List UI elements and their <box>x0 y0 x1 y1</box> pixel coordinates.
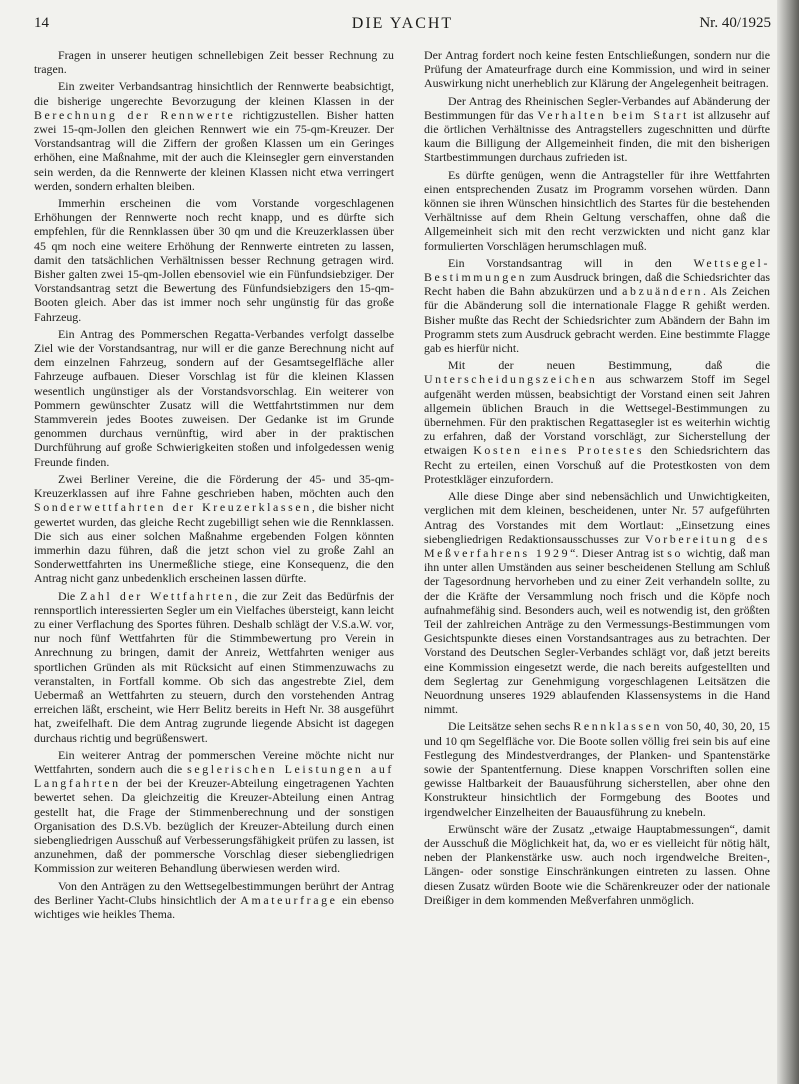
page-header <box>34 15 771 37</box>
paragraph <box>424 256 770 355</box>
paragraph-text: Ein Vorstandsantrag will in den <box>448 255 694 270</box>
emphasized-text: Rennklassen <box>573 719 663 734</box>
paragraph-text: Der Antrag des Rheinischen Segler-Verbandes auf Abänderung der Bestimmungen für das <box>424 93 770 122</box>
paragraph-text: “. Dieser Antrag ist <box>570 545 668 560</box>
paragraph-text: , die bisher nicht gewertet wurden, das gleiche Recht zugebilligt sehen wie die Rennklassen. Die sich aus einer solchen Maßnahme ergebenden Folgen könnten immerhin dazu führen, daß die jetzt schon viel zu große Zahl an Sonderwettfahrten ins Unermeßliche stiege, eine Konsequenz, die den Antrag nicht ganz unbedenklich erscheinen lassen dürfte. <box>34 500 394 586</box>
paragraph-text: Die <box>58 588 81 603</box>
paragraph-text: Erwünscht wäre der Zusatz „etwaige Hauptabmessungen“, damit der Ausschuß die Möglichkeit hat, da, wo er es vielleicht für nötig hält, neben der Plankenstärke usw. auch noch irgendwelche Breiten-, Längen- oder sonstige Einschränkungen eintreten zu lassen. Ohne diesen Zusatz würden Boote wie die Schärenkreuzer oder der nationale Dreißiger in dem kommenden Meßverfahren unmöglich. <box>424 821 770 907</box>
paragraph-text: ist allzusehr auf die örtlichen Verhältnisse des Antragstellers zugeschnitten und dürfte kaum die Billigung der Allgemeinheit finden, die mit den bisherigen Startbestimmungen durchaus zufrieden ist. <box>424 107 770 165</box>
paragraph-text: richtigzustellen. Bisher hatten zwei 15-qm-Jollen den gleichen Rennwert wie ein 75-qm-Kreuzer. Der Vorstandsantrag will die Ziffern der großen Klassen um ein Geringes erhöhen, eine Maßnahme, mit der auch die Kleinsegler gern einverstanden sein werden, da die Rennwerte der kleinen Klassen nicht etwa verringert werden, sondern erhalten bleiben. <box>34 107 394 193</box>
paragraph-text: zum Ausdruck bringen, daß die Schiedsrichter das Recht haben die Bahn abzukürzen und <box>424 270 770 299</box>
scan-shadow-edge <box>777 0 799 1084</box>
emphasized-text: Berechnung der Rennwerte <box>34 107 236 122</box>
emphasized-text: Kosten eines Protestes <box>473 443 645 458</box>
paragraph <box>424 489 770 716</box>
paragraph <box>424 358 770 486</box>
paragraph-text: den Schiedsrichtern das Recht zu erteilen, einen Vorschuß auf die Protestkosten von dem Protestkläger einzufordern. <box>424 443 771 486</box>
paragraph-text: Ein zweiter Verbandsantrag hinsichtlich der Rennwerte beabsichtigt, die bisherige ungerechte Bevorzugung der kleinen Klassen in der <box>34 79 394 108</box>
paragraph <box>34 589 394 745</box>
emphasized-text: Sonderwettfahrten der Kreuzerklassen <box>34 500 312 515</box>
paragraph-text: . Als Zeichen für die Abänderung soll die internationale Flagge R gehißt werden. Bisher mußte das Recht der Schiedsrichter zum Abändern der Bahn im Programm stets zum Ausdruck gebracht werden. Eine bestimmte Flagge gab es hierfür nicht. <box>424 284 770 356</box>
paragraph-text: Der Antrag fordert noch keine festen Entschließungen, sondern nur die Prüfung der Amateurfrage durch eine Kommission, und wird in seiner Auswirkung nicht unerheblich zur Klärung der Angelegenheit beitragen. <box>424 48 770 91</box>
emphasized-text: Wettsegel-Bestimmungen <box>424 255 770 285</box>
right-text-column <box>424 48 770 910</box>
paragraph <box>424 48 770 91</box>
paragraph-text: aus schwarzem Stoff im Segel aufgenäht werden müssen, beabsichtigt der Vorstand einen seit Jahren allgemein üblichen Brauch in die Wettsegel-Bestimmungen zu übernehmen. Für den praktischen Regattasegler ist es weiterhin wichtig zu erfahren, daß der Vorstand vorschlägt, zur Sicherstellung der etwaigen <box>424 372 770 458</box>
emphasized-text: so <box>667 545 684 560</box>
paragraph <box>424 168 770 253</box>
paragraph-text: ein ebenso wichtiges wie heikles Thema. <box>34 892 394 921</box>
paragraph-text: Es dürfte genügen, wenn die Antragsteller für ihre Wettfahrten einen entsprechenden Zusatz im Programm vorsehen würden. Dann können sie ihren Wünschen hinsichtlich des Startes für die bestehenden Verhältnisse auf dem Rhein Geltung verschaffen, ohne daß die Allgemeinheit sich mit den recht verzwickten und nicht ganz klar formulierten Vorschlägen herumschlagen muß. <box>424 167 770 253</box>
paragraph-text: Immerhin erscheinen die vom Vorstande vorgeschlagenen Erhöhungen der Rennwerte noch recht knapp, und es dürfte sich empfehlen, für die Rennklassen über 30 qm und die Kreuzerklassen über 45 qm noch eine weitere Erhöhung der Rennwerte eintreten zu lassen, damit den tatsächlichen Verhältnissen besser Rechnung getragen wird. Bisher galten zwei 15-qm-Jollen ebensoviel wie ein Fünfundsiebziger. Der Vorstandsantrag setzt die Bewertung des Fünfundsiebzigers den 15-qm-Booten gleich. Aber das ist immer noch sehr ungünstig für das große Fahrzeug. <box>34 196 394 324</box>
paragraph-text: der bei der Kreuzer-Abteilung eingetragenen Yachten bewertet sehen. Da gleichzeitig die Kreuzer-Abteilung einen Antrag gestellt hat, die Frage der Stimmenberechnung und der sonstigen Organisation des D.S.Vb. bezüglich der Kreuzer-Abteilung durch einen siebengliedrigen Ausschuß auf Verbesserungsfähigkeit prüfen zu lassen, ist anzunehmen, daß der pommersche Vorschlag dieser siebengliedrigen Kommission zur weiteren Behandlung überwiesen werden wird. <box>34 776 394 876</box>
issue-number: Nr. 40/1925 <box>699 15 771 31</box>
paragraph-text: Ein Antrag des Pommerschen Regatta-Verbandes verfolgt dasselbe Ziel wie der Vorstandsantrag, nur will er die ganze Berechnung nicht auf dem einzelnen Fahrzeug, sondern auf der Gesamtsegelfläche aller Fahrzeuge aufbauen. Dieser Vorschlag ist für die kleinen Klassen wesentlich ungünstiger als der Vorstandsvorschlag. Ein weiterer von Pommern gewünschter Zusatz will die Wettfahrtstimmen nur dem Stammverein jedes Bootes zuweisen. Der Gedanke ist im Grunde genommen durchaus vernünftig, wird aber in der praktischen Durchführung auf große Schwierigkeiten stoßen und infolgedessen wenig Freunde finden. <box>34 326 394 469</box>
paragraph <box>424 94 770 165</box>
emphasized-text: seglerischen Leistungen auf Langfahrten <box>34 761 394 791</box>
emphasized-text: abzuändern <box>622 284 703 299</box>
paragraph-text: Zwei Berliner Vereine, die die Förderung der 45- und 35-qm-Kreuzerklassen auf ihre Fahne geschrieben haben, möchten auch den <box>34 471 394 501</box>
emphasized-text: Verhalten beim Start <box>537 107 689 122</box>
paragraph <box>34 879 394 922</box>
paragraph <box>34 79 394 193</box>
paragraph-text: wichtig, daß man ihn unter allen Umständen aus seiner bescheidenen Stellung am Schluß der Tagesordnung hervorheben und zu einer Zeit verhandeln sollte, zu der die Kräfte der Versammlung noch frisch und die Köpfe noch aufnahmefähig sind. Besonders auch, weil es notwendig ist, den größten Teil der zahlreichen Anträge zu den Vermessungs-Bestimmungen vom Gesichtspunkte dieses einen Vorstandsantrages aus zu betrachten. Der Vorstand des Deutschen Segler-Verbandes schlägt vor, daß jetzt bereits eine Kommission eingesetzt werde, die nach bereits aufgestellten und dem Seglertag zur Genehmigung vorgeschlagenen Leitsätzen die Neuordnung unseres 1929 ablaufenden Klassensystems in die Hand nimmt. <box>424 545 770 717</box>
paragraph-text: Von den Anträgen zu den Wettsegelbestimmungen berührt der Antrag des Berliner Yacht-Clubs hinsichtlich der <box>34 878 394 907</box>
emphasized-text: Unterscheidungszeichen <box>424 372 598 387</box>
paragraph <box>34 48 394 76</box>
paragraph-text: Ein weiterer Antrag der pommerschen Vereine möchte nicht nur Wettfahrten, sondern auch die <box>34 747 394 776</box>
running-title: DIE YACHT <box>351 15 454 32</box>
paragraph <box>34 196 394 324</box>
paragraph-text: Alle diese Dinge aber sind nebensächlich und Unwichtigkeiten, verglichen mit dem kleinen, bescheidenen, unter Nr. 57 aufgeführten Antrag des Vorstandes mit dem Wortlaut: „Einsetzung eines siebengliedrigen Redaktionsausschusses zur <box>424 489 770 546</box>
paragraph-text: Die Leitsätze sehen sechs <box>448 719 574 734</box>
paragraph <box>424 822 770 907</box>
emphasized-text: Amateurfrage <box>240 892 338 907</box>
emphasized-text: Zahl der Wettfahrten <box>80 588 235 603</box>
page-number: 14 <box>34 15 49 31</box>
left-text-column <box>34 48 394 924</box>
paragraph <box>34 327 394 469</box>
paragraph-text: Fragen in unserer heutigen schnellebigen Zeit besser Rechnung zu tragen. <box>34 48 394 77</box>
paragraph <box>424 719 770 818</box>
emphasized-text: Vorbereitung des Meßverfahrens 1929 <box>424 531 770 560</box>
paragraph-text: Mit der neuen Bestimmung, daß die <box>448 358 770 373</box>
paragraph-text: von 50, 40, 30, 20, 15 und 10 qm Segelfläche vor. Die Boote sollen völlig frei sein bis auf eine Festlegung des Mindestverdranges, der Planken- und Spantenstärke sowie der Spantentfernung. Diese knappen Vorschriften sollen eine gewisse Haltbarkeit der Bauausführung sicherstellen, aber ohne den Konstrukteur hinsichtlich der Formgebung des Bootes und irgendwelcher Einzelheiten der Bauausführung zu knebeln. <box>424 719 770 819</box>
paragraph <box>34 748 394 876</box>
paragraph-text: , die zur Zeit das Bedürfnis der rennsportlich interessierten Segler um ein Vielfaches übersteigt, kann leicht zu einer Verflachung des Sportes führen. Deshalb schlägt der V.S.a.W. vor, nur noch fünf Wettfahrten für die Stimmbewertung pro Verein in Anrechnung zu bringen, damit der Anreiz, Wettfahrten weniger aus sportlichen Gründen als mit Rücksicht auf einen Stimmenzuwachs zu veranstalten, in Fortfall komme. Ob sich das angestrebte Ziel, dem Uebermaß an Wettfahrten zu steuern, durch den vorstehenden Antrag erreichen läßt, erscheint, wie Herr Belitz bereits in Heft Nr. 38 ausgeführt hat, zweifelhaft. Die dem Antrag zugrunde liegende Absicht ist dagegen durchaus richtig und begrüßenswert. <box>34 588 394 745</box>
paragraph <box>34 472 394 586</box>
